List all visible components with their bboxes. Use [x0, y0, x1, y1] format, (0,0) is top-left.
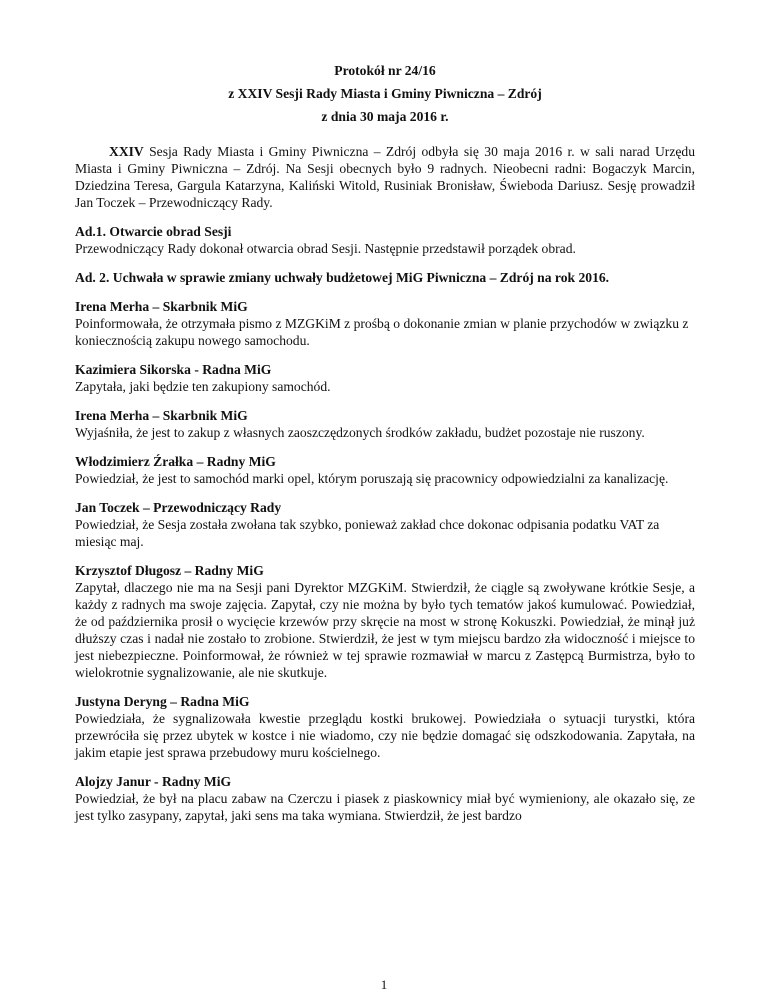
document-page: [75, 62, 695, 824]
speaker-text: Zapytał, dlaczego nie ma na Sesji pani Dyrektor MZGKiM. Stwierdził, że ciągle są zwoływane krótkie Sesje, a każdy z radnych ma swoje zajęcia. Zapytał, czy nie można by było tych tematów jakoś kumulować. Powiedział, że od października prosił o wycięcie krzewów przy skręcie na most w stronę Kokuszki. Powiedział, że minął już dłuższy czas i nadał nie zostało to zrobione. Stwierdził, że jest w tym miejscu bardzo zła widoczność i miejsce to jest niebezpieczne. Poinformował, że również w tej sprawie rozmawiał w marcu z Zastępcą Burmistrza, było to wielokrotnie sygnalizowanie, ale nie skutkuje.: [75, 580, 695, 680]
protocol-title: Protokół nr 24/16: [334, 63, 436, 78]
page-number: 1: [380, 977, 388, 992]
session-date: z dnia 30 maja 2016 r.: [321, 109, 449, 124]
speaker-name: Kazimiera Sikorska - Radna MiG: [75, 362, 272, 377]
speaker-entry: [75, 407, 695, 441]
speaker-entry: [75, 361, 695, 395]
speaker-entry: [75, 499, 695, 550]
speaker-entry: [75, 693, 695, 761]
speaker-text: Wyjaśniła, że jest to zakup z własnych zaoszczędzonych środków zakładu, budżet pozostaje nie ruszony.: [75, 425, 645, 440]
speaker-text: Powiedział, że Sesja została zwołana tak szybko, ponieważ zakład chce dokonac odpisania podatku VAT za miesiąc maj.: [75, 517, 660, 549]
speaker-text: Powiedziała, że sygnalizowała kwestie przeglądu kostki brukowej. Powiedziała o sytuacji turystki, która przewróciła się przez ubytek w kostce i nie wiadomo, czy nie będzie domagać się odszkodowania. Zapytała, na jakim etapie jest sprawa przebudowy muru kościelnego.: [75, 711, 695, 760]
speaker-entry: [75, 773, 695, 824]
speaker-text: Powiedział, że jest to samochód marki opel, którym poruszają się pracownicy odpowiedzialni za kanalizację.: [75, 471, 669, 486]
session-title: z XXIV Sesji Rady Miasta i Gminy Piwniczna – Zdrój: [228, 86, 542, 101]
speaker-text: Zapytała, jaki będzie ten zakupiony samochód.: [75, 379, 331, 394]
speaker-entry: [75, 298, 695, 349]
speaker-entry: [75, 453, 695, 487]
agenda-text-1: Przewodniczący Rady dokonał otwarcia obrad Sesji. Następnie przedstawił porządek obrad.: [75, 241, 576, 256]
speaker-entry: [75, 562, 695, 681]
speaker-name: Justyna Deryng – Radna MiG: [75, 694, 250, 709]
intro-lead: XXIV: [109, 144, 144, 159]
speaker-name: Alojzy Janur - Radny MiG: [75, 774, 232, 789]
agenda-item-1: [75, 223, 695, 257]
speaker-name: Irena Merha – Skarbnik MiG: [75, 299, 248, 314]
speaker-name: Włodzimierz Źrałka – Radny MiG: [75, 454, 276, 469]
speaker-name: Irena Merha – Skarbnik MiG: [75, 408, 248, 423]
intro-text: Sesja Rady Miasta i Gminy Piwniczna – Zdrój odbyła się 30 maja 2016 r. w sali narad Urzędu Miasta i Gminy Piwniczna – Zdrój. Na Sesji obecnych było 9 radnych. Nieobecni radni: Bogaczyk Marcin, Dziedzina Teresa, Gargula Katarzyna, Kaliński Witold, Rusiniak Bronisław, Świeboda Dariusz. Sesję prowadził Jan Toczek – Przewodniczący Rady.: [75, 144, 695, 210]
intro-paragraph: [75, 143, 695, 211]
speaker-name: Jan Toczek – Przewodniczący Rady: [75, 500, 282, 515]
speaker-name: Krzysztof Długosz – Radny MiG: [75, 563, 264, 578]
agenda-heading-2: Ad. 2. Uchwała w sprawie zmiany uchwały budżetowej MiG Piwniczna – Zdrój na rok 2016.: [75, 270, 610, 285]
speaker-text: Powiedział, że był na placu zabaw na Czerczu i piasek z piaskownicy miał być wymieniony, ale okazało się, ze jest tylko zasypany, zapytał, jaki sens ma taka wymiana. Stwierdził, że jest bardzo: [75, 791, 695, 823]
agenda-heading-1: Ad.1. Otwarcie obrad Sesji: [75, 224, 232, 239]
speaker-text: Poinformowała, że otrzymała pismo z MZGKiM z prośbą o dokonanie zmian w planie przychodów w związku z koniecznością zakupu nowego samochodu.: [75, 316, 689, 348]
